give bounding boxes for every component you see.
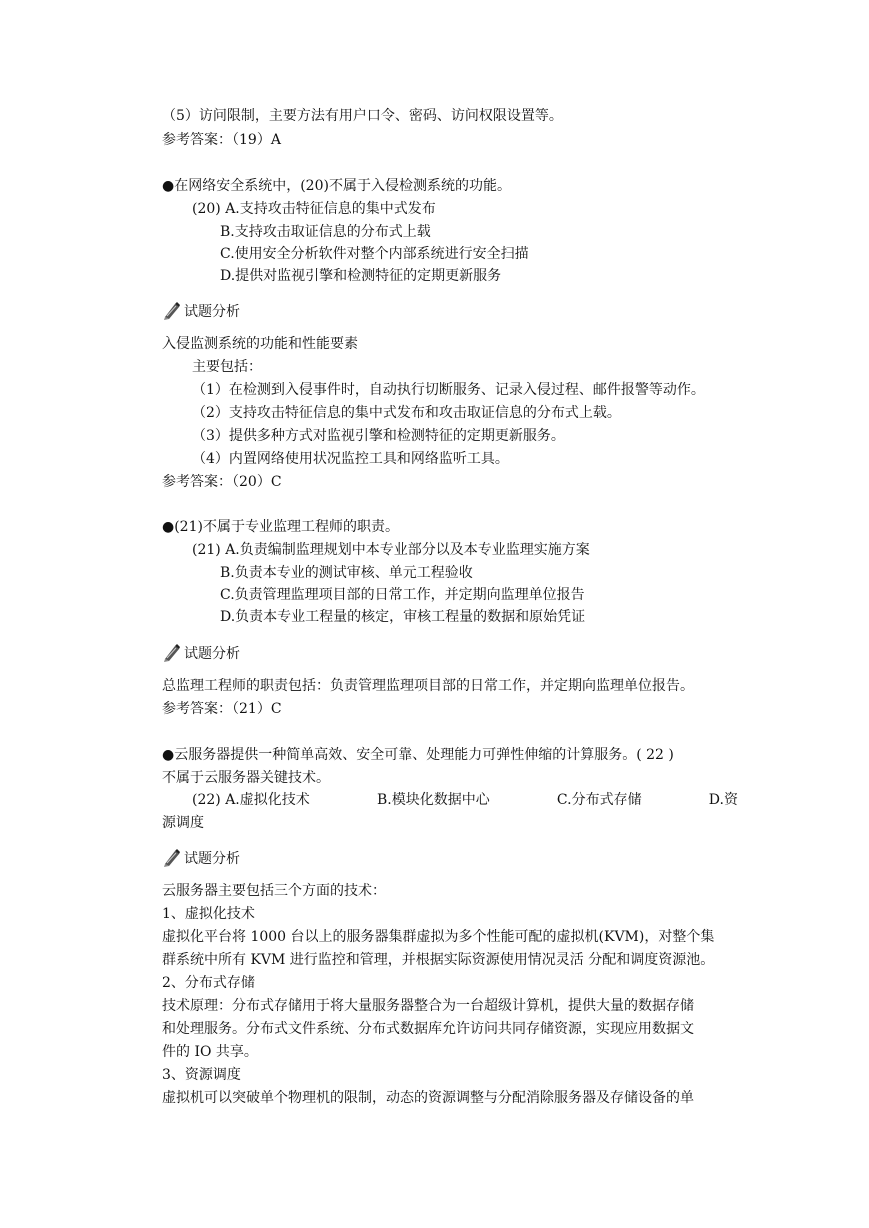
q22-stem-line2: 不属于云服务器关键技术。 <box>162 770 330 786</box>
q20-option-a: (20) A.支持攻击特征信息的集中式发布 <box>192 201 436 217</box>
q22-option-a: (22) A.虚拟化技术 <box>192 792 310 808</box>
q21-analysis-title: 试题分析 <box>184 646 240 662</box>
analysis-pen-icon <box>162 848 182 868</box>
q21-option-c: C.负责管理监理项目部的日常工作，并定期向监理单位报告 <box>220 587 585 603</box>
q21-option-d: D.负责本专业工程量的核定，审核工程量的数据和原始凭证 <box>220 609 586 625</box>
q20-analysis-heading <box>162 300 240 322</box>
q22-analysis-line: 技术原理：分布式存储用于将大量服务器整合为一台超级计算机，提供大量的数据存储 <box>162 998 694 1014</box>
q20-analysis-title: 试题分析 <box>184 304 240 320</box>
q22-option-d: D.资 <box>708 792 738 808</box>
q21-stem: ●(21)不属于专业监理工程师的职责。 <box>162 519 399 535</box>
q22-analysis-line: 1、虚拟化技术 <box>162 906 255 922</box>
q20-option-c: C.使用安全分析软件对整个内部系统进行安全扫描 <box>220 246 529 262</box>
q20-option-d: D.提供对监视引擎和检测特征的定期更新服务 <box>220 268 502 284</box>
q22-option-b: B.模块化数据中心 <box>376 792 490 808</box>
q22-analysis-heading <box>162 847 240 869</box>
q21-option-a: (21) A.负责编制监理规划中本专业部分以及本专业监理实施方案 <box>192 542 590 558</box>
q20-option-b: B.支持攻击取证信息的分布式上载 <box>220 224 431 240</box>
q22-analysis-line: 件的 IO 共享。 <box>162 1044 258 1060</box>
q22-analysis-line: 虚拟机可以突破单个物理机的限制，动态的资源调整与分配消除服务器及存储设备的单 <box>162 1090 694 1106</box>
analysis-pen-icon <box>162 643 182 663</box>
q22-analysis-line: 2、分布式存储 <box>162 975 255 991</box>
q22-analysis-line: 云服务器主要包括三个方面的技术： <box>162 883 386 899</box>
q20-analysis-line: （4）内置网络使用状况监控工具和网络监听工具。 <box>192 451 509 467</box>
q20-analysis-line: 入侵监测系统的功能和性能要素 <box>162 336 358 352</box>
q20-answer: 参考答案：（20）C <box>162 474 282 490</box>
q22-options-row <box>162 790 738 810</box>
q22-analysis-line: 3、资源调度 <box>162 1067 241 1083</box>
q22-analysis-line: 群系统中所有 KVM 进行监控和管理，并根据实际资源使用情况灵活 分配和调度资源池。 <box>162 952 715 968</box>
q21-analysis-line: 总监理工程师的职责包括：负责管理监理项目部的日常工作，并定期向监理单位报告。 <box>162 678 694 694</box>
q22-option-c: C.分布式存储 <box>556 792 642 808</box>
q22-analysis-title: 试题分析 <box>184 851 240 867</box>
q21-answer: 参考答案：（21）C <box>162 701 282 717</box>
q20-analysis-line: （2）支持攻击特征信息的集中式发布和攻击取证信息的分布式上载。 <box>192 405 621 421</box>
q20-analysis-line: （3）提供多种方式对监视引擎和检测特征的定期更新服务。 <box>192 428 565 444</box>
q22-analysis-line: 虚拟化平台将 1000 台以上的服务器集群虚拟为多个性能可配的虚拟机(KVM)，对整个集 <box>162 929 715 945</box>
q21-analysis-heading <box>162 642 240 664</box>
q21-option-b: B.负责本专业的测试审核、单元工程验收 <box>220 565 473 581</box>
analysis-pen-icon <box>162 301 182 321</box>
q20-analysis-line: （1）在检测到入侵事件时，自动执行切断服务、记录入侵过程、邮件报警等动作。 <box>192 382 705 398</box>
q19-item5: （5）访问限制，主要方法有用户口令、密码、访问权限设置等。 <box>162 108 563 124</box>
q20-analysis-line: 主要包括： <box>192 359 262 375</box>
q22-analysis-line: 和处理服务。分布式文件系统、分布式数据库允许访问共同存储资源，实现应用数据文 <box>162 1021 694 1037</box>
q19-answer: 参考答案：（19）A <box>162 132 281 148</box>
q22-stem-line1: ●云服务器提供一种简单高效、安全可靠、处理能力可弹性伸缩的计算服务。( 22 ) <box>162 747 674 763</box>
q22-options-wrap: 源调度 <box>162 815 204 831</box>
q20-stem: ●在网络安全系统中，(20)不属于入侵检测系统的功能。 <box>162 178 511 194</box>
